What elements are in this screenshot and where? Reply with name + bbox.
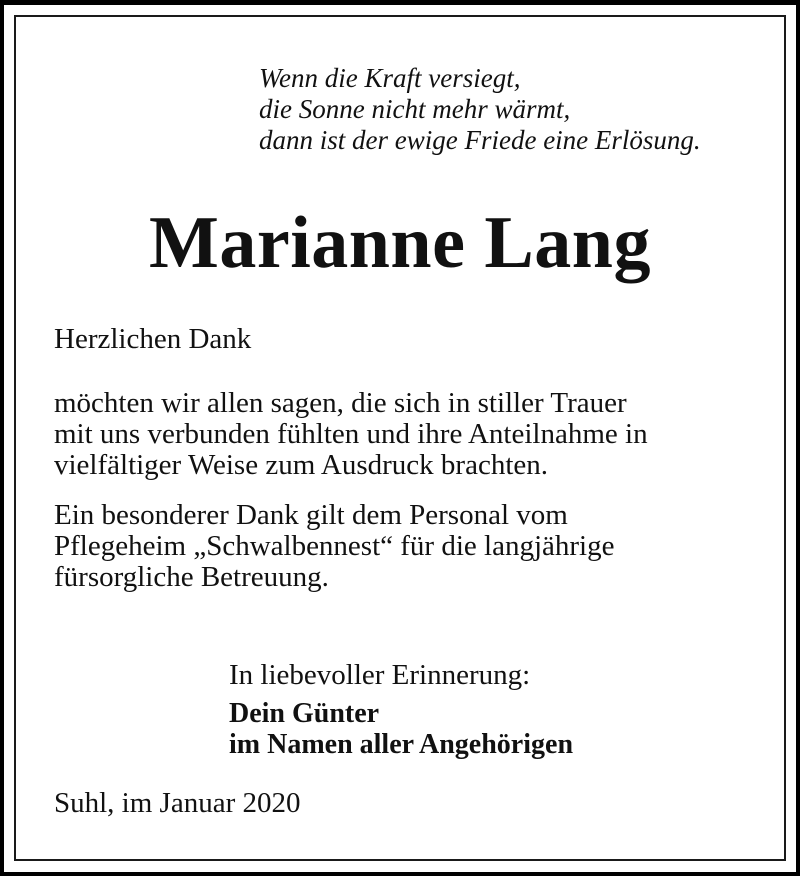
poem-line: dann ist der ewige Friede eine Erlösung. bbox=[259, 125, 701, 155]
paragraph-line: vielfältiger Weise zum Ausdruck brachten. bbox=[54, 449, 548, 481]
thanks-heading: Herzlichen Dank bbox=[54, 323, 252, 355]
paragraph-line: mit uns verbunden fühlten und ihre Anteilnahme in bbox=[54, 418, 648, 450]
poem-line: Wenn die Kraft versiegt, bbox=[259, 63, 521, 93]
poem-line: die Sonne nicht mehr wärmt, bbox=[259, 94, 571, 124]
poem-verse bbox=[259, 63, 701, 156]
closing-block bbox=[229, 658, 573, 760]
closing-intro: In liebevoller Erinnerung: bbox=[229, 659, 531, 691]
special-thanks-paragraph bbox=[54, 500, 614, 593]
signature-line: im Namen aller Angehörigen bbox=[229, 729, 574, 760]
paragraph-line: Pflegeheim „Schwalbennest“ für die langjährige bbox=[54, 530, 615, 562]
signature-line: Dein Günter bbox=[229, 698, 380, 729]
thanks-paragraph bbox=[54, 388, 648, 481]
paragraph-line: möchten wir allen sagen, die sich in stiller Trauer bbox=[54, 387, 627, 419]
place-date: Suhl, im Januar 2020 bbox=[54, 787, 301, 819]
paragraph-line: Ein besonderer Dank gilt dem Personal vom bbox=[54, 499, 568, 531]
paragraph-line: fürsorgliche Betreuung. bbox=[54, 561, 329, 593]
deceased-name: Marianne Lang bbox=[149, 202, 651, 284]
